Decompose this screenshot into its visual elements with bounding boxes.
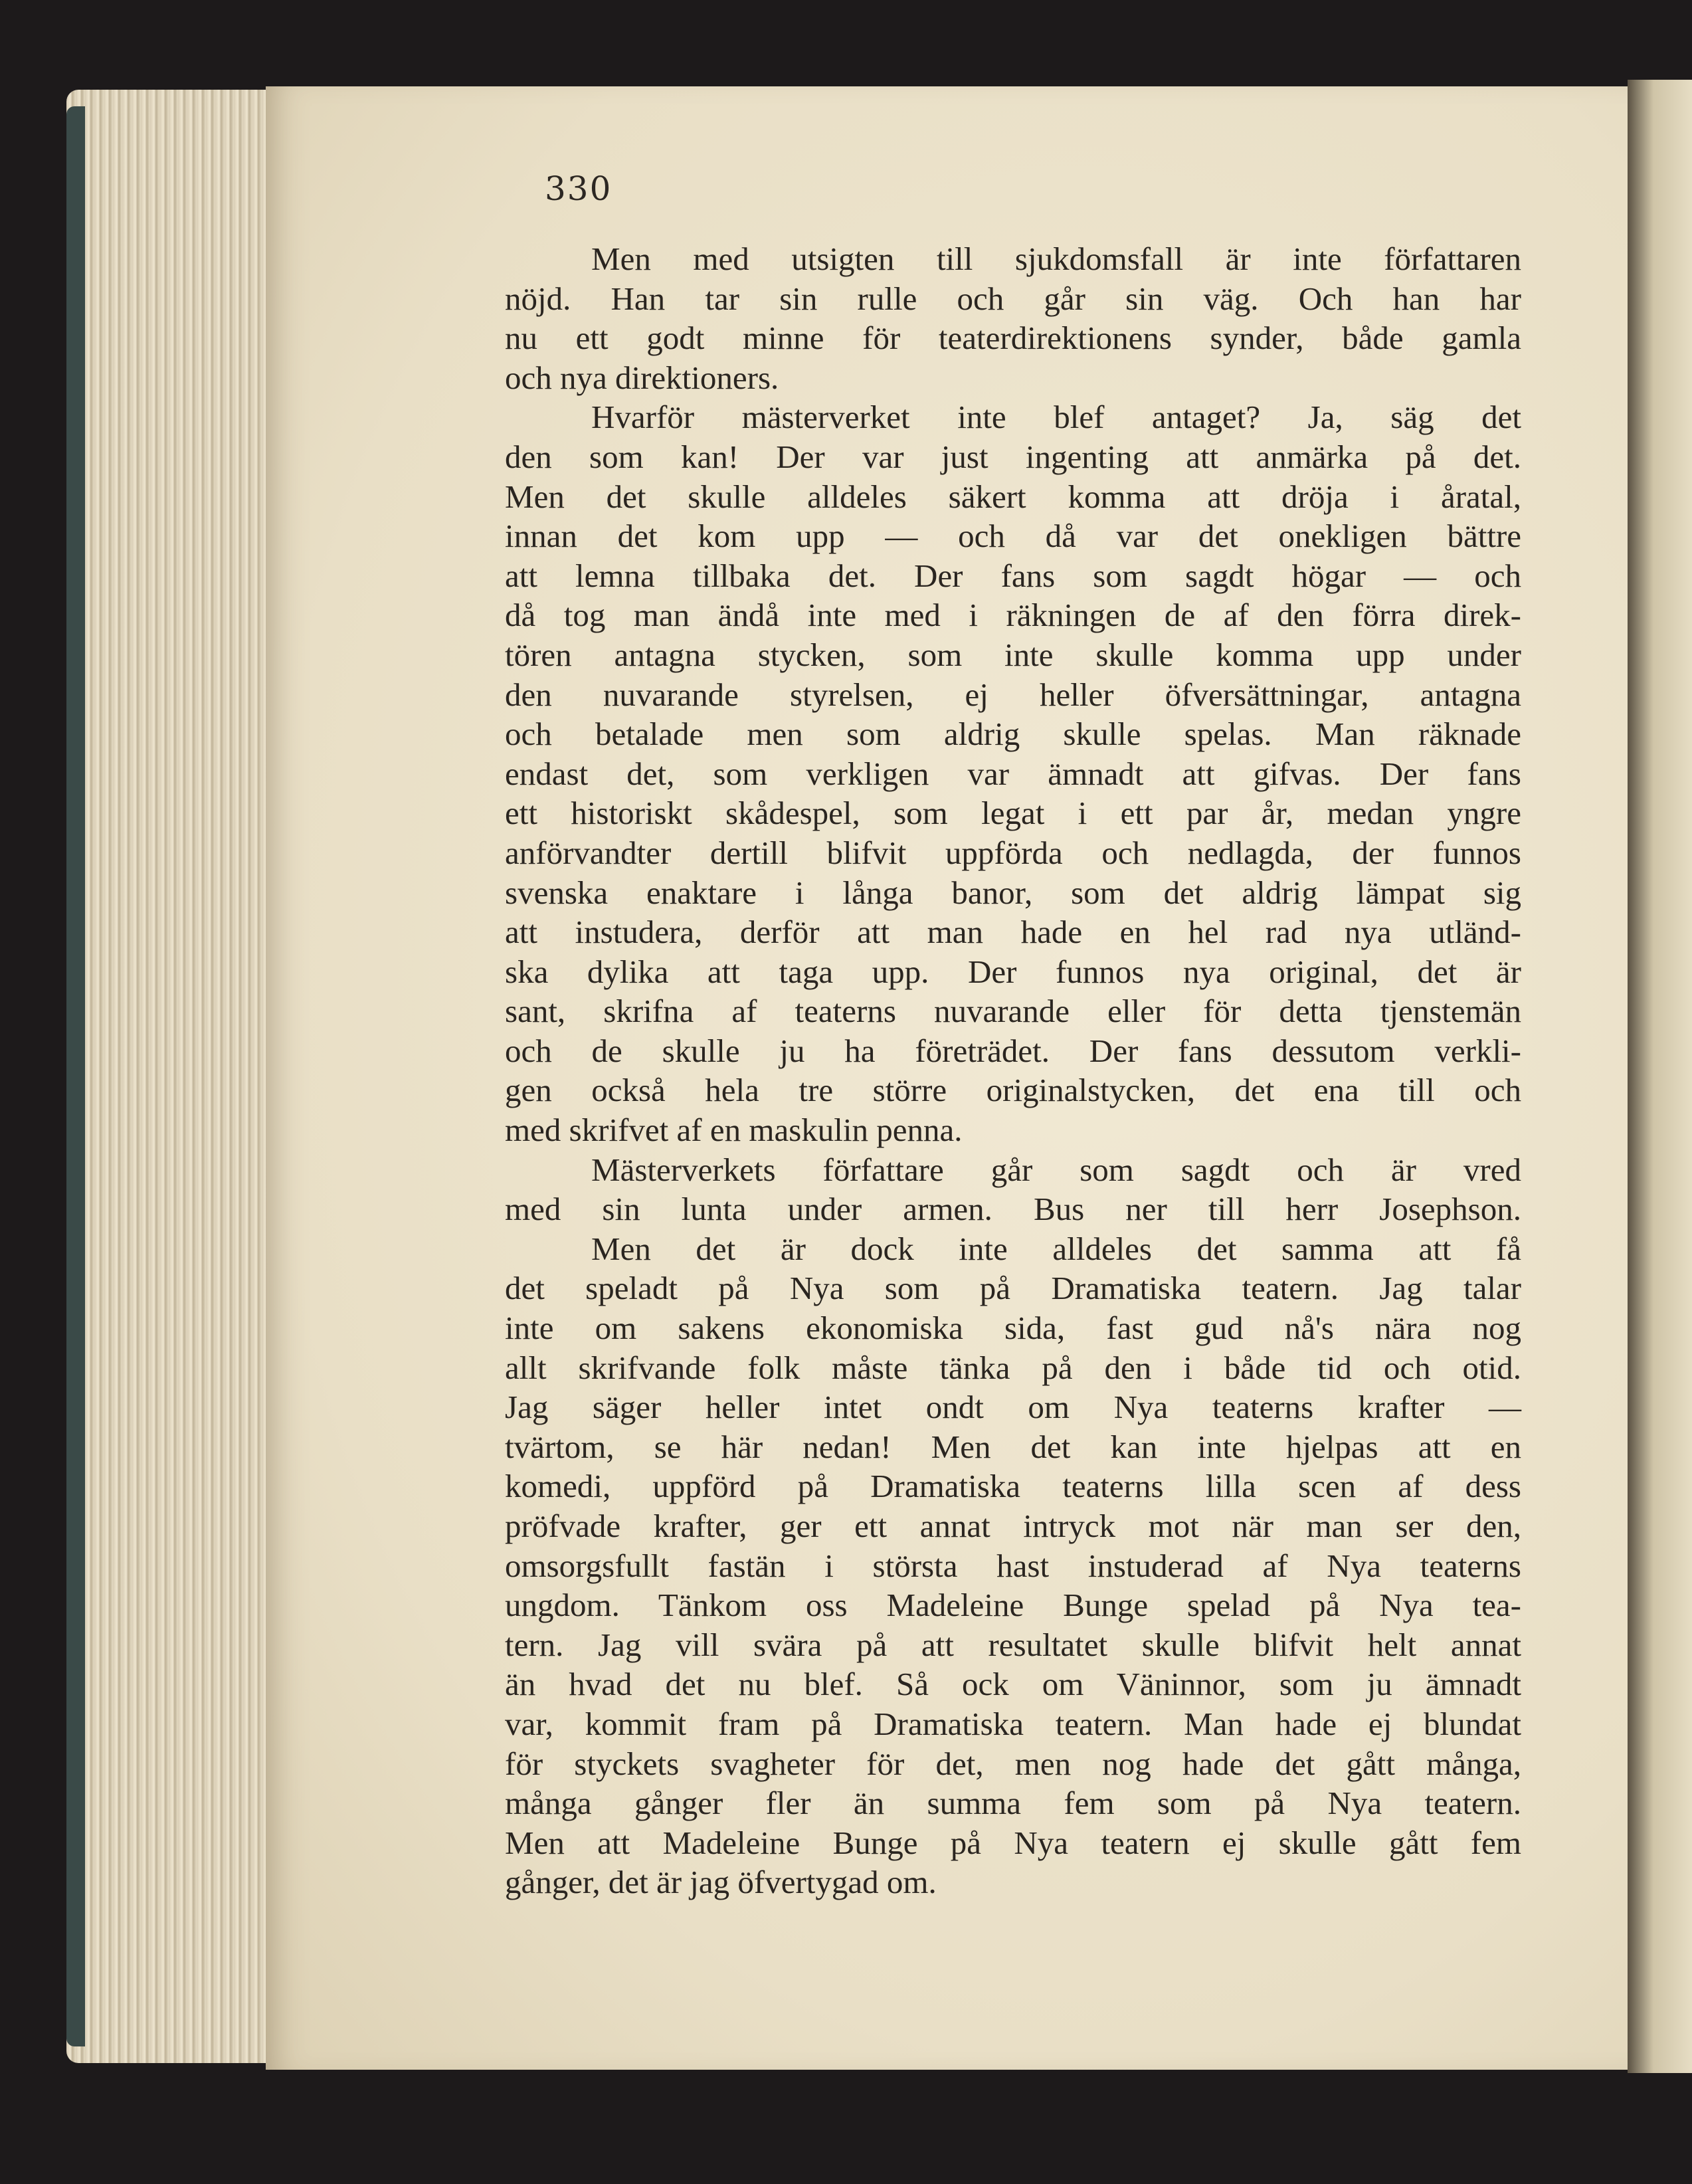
text-line: gånger, det är jag öfvertygad om. (505, 1864, 937, 1901)
text-line: med skrifvet af en maskulin penna. (505, 1112, 963, 1149)
text-line: allt skrifvande folk måste tänka på den i både tid och otid. (505, 1349, 1521, 1386)
page-number: 330 (545, 169, 612, 208)
body-text (505, 239, 1521, 1902)
text-line: Hvarför mästerverket inte blef antaget? Ja, säg det (591, 399, 1521, 436)
text-line: komedi, uppförd på Dramatiska teaterns lilla scen af dess (505, 1468, 1521, 1505)
text-line: då tog man ändå inte med i räkningen de af den förra direk- (505, 597, 1521, 634)
text-line: och betalade men som aldrig skulle spelas. Man räknade (505, 716, 1521, 753)
text-line: Men det skulle alldeles säkert komma att dröja i åratal, (505, 478, 1521, 515)
text-line: svenska enaktare i långa banor, som det aldrig lämpat sig (505, 874, 1521, 911)
text-line: Men det är dock inte alldeles det samma att få (591, 1230, 1521, 1267)
text-line: ska dylika att taga upp. Der funnos nya original, det är (505, 953, 1521, 990)
text-line: nöjd. Han tar sin rulle och går sin väg. Och han har (505, 280, 1521, 317)
text-line: var, kommit fram på Dramatiska teatern. Man hade ej blundat (505, 1705, 1521, 1742)
text-line: anförvandter dertill blifvit uppförda och nedlagda, der funnos (505, 834, 1521, 871)
page-stack-edge (66, 90, 286, 2063)
text-line: att lemna tillbaka det. Der fans som sagdt högar — och (505, 557, 1521, 594)
text-line: nu ett godt minne för teaterdirektionens synder, både gamla (505, 320, 1521, 357)
text-line: det speladt på Nya som på Dramatiska teatern. Jag talar (505, 1270, 1521, 1307)
text-line: att instudera, derför att man hade en hel rad nya utländ- (505, 914, 1521, 951)
text-line: och nya direktioners. (505, 359, 779, 396)
text-line: inte om sakens ekonomiska sida, fast gud nå's nära nog (505, 1310, 1521, 1347)
text-line: många gånger fler än summa fem som på Nya teatern. (505, 1785, 1521, 1822)
text-line: tvärtom, se här nedan! Men det kan inte hjelpas att en (505, 1428, 1521, 1465)
text-line: och de skulle ju ha företrädet. Der fans dessutom verkli- (505, 1032, 1521, 1069)
text-line: ungdom. Tänkom oss Madeleine Bunge spelad på Nya tea- (505, 1587, 1521, 1624)
text-line: Mästerverkets författare går som sagdt och är vred (591, 1151, 1521, 1188)
text-line: för styckets svagheter för det, men nog hade det gått många, (505, 1745, 1521, 1782)
text-line: Jag säger heller intet ondt om Nya teaterns krafter — (505, 1389, 1521, 1426)
text-line: den nuvarande styrelsen, ej heller öfversättningar, antagna (505, 676, 1521, 713)
text-line: Men med utsigten till sjukdomsfall är inte författaren (591, 241, 1521, 277)
text-line: pröfvade krafter, ger ett annat intryck mot när man ser den, (505, 1508, 1521, 1544)
text-line: med sin lunta under armen. Bus ner till herr Josephson. (505, 1191, 1521, 1228)
text-line: innan det kom upp — och då var det onekligen bättre (505, 518, 1521, 555)
text-line: endast det, som verkligen var ämnadt att gifvas. Der fans (505, 755, 1521, 792)
book-cover-edge (66, 106, 85, 2046)
text-line: Men att Madeleine Bunge på Nya teatern ej skulle gått fem (505, 1824, 1521, 1861)
text-line: den som kan! Der var just ingenting att anmärka på det. (505, 438, 1521, 475)
text-line: gen också hela tre större originalstycken, det ena till och (505, 1072, 1521, 1109)
text-line: än hvad det nu blef. Så ock om Väninnor, som ju ämnadt (505, 1666, 1521, 1703)
text-line: ett historiskt skådespel, som legat i ett par år, medan yngre (505, 795, 1521, 832)
text-line: tören antagna stycken, som inte skulle komma upp under (505, 636, 1521, 673)
text-line: sant, skrifna af teaterns nuvarande eller för detta tjenstemän (505, 993, 1521, 1030)
text-line: omsorgsfullt fastän i största hast instuderad af Nya teaterns (505, 1547, 1521, 1584)
facing-page-edge (1628, 80, 1692, 2073)
text-line: tern. Jag vill svära på att resultatet skulle blifvit helt annat (505, 1626, 1521, 1663)
